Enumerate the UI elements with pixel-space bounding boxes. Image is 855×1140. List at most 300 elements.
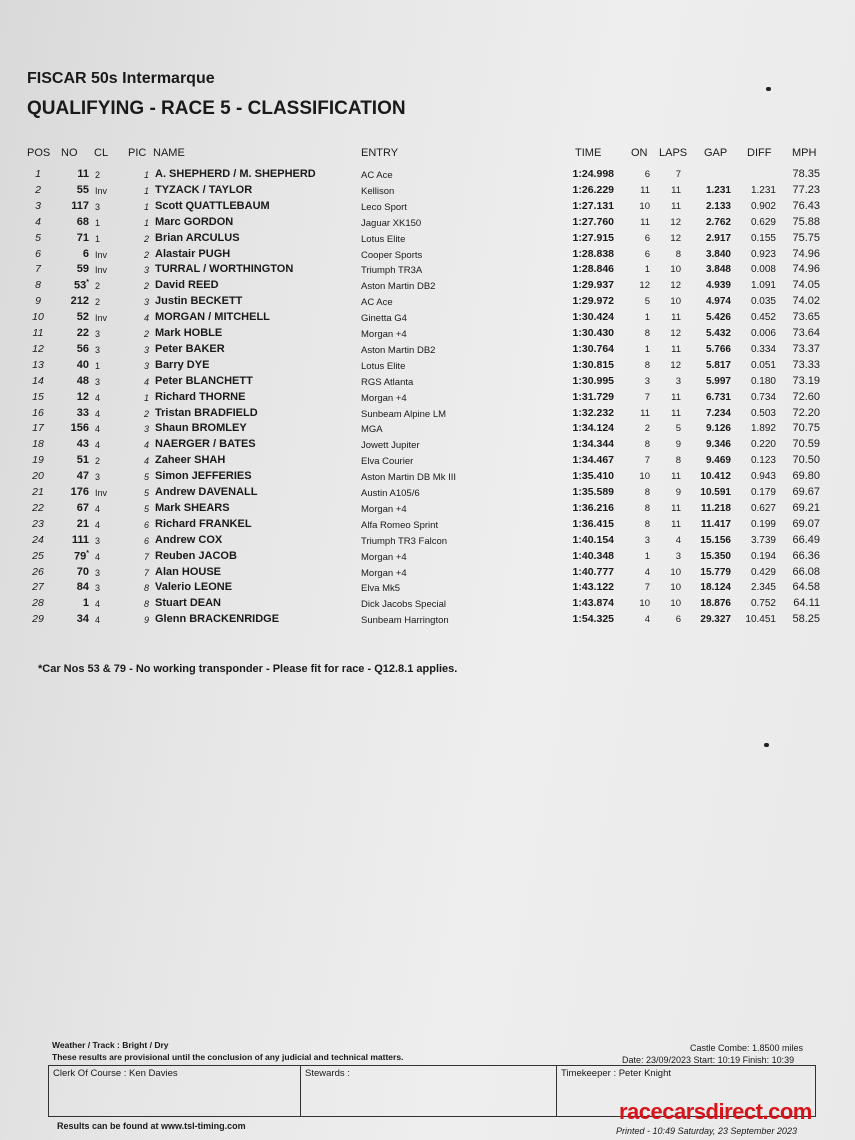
cell-pos: 23 [32, 517, 44, 530]
cell-diff: 2.345 [750, 582, 776, 594]
cell-pic: 7 [143, 551, 149, 562]
cell-gap: 18.124 [700, 582, 731, 594]
cell-pic: 3 [143, 265, 149, 276]
cell-pos: 21 [32, 486, 44, 498]
car-number: 34 [76, 613, 89, 626]
cell-mph: 73.37 [792, 342, 820, 355]
cell-no [55, 534, 89, 546]
car-number: 22 [76, 327, 89, 339]
cell-entry: Alfa Romeo Sprint [361, 519, 439, 531]
cell-on: 8 [644, 359, 650, 371]
table-row [0, 279, 855, 295]
cell-laps: 12 [670, 280, 681, 292]
table-row [0, 566, 855, 582]
cell-pic: 4 [143, 440, 149, 451]
cell-time: 1:29.972 [572, 295, 614, 308]
cell-mph: 66.36 [792, 549, 820, 562]
results-url: Results can be found at www.tsl-timing.com [57, 1121, 246, 1131]
cell-pos: 17 [32, 422, 44, 435]
cell-no [55, 502, 89, 514]
cell-name: MORGAN / MITCHELL [155, 311, 270, 324]
cell-no [55, 422, 89, 434]
cell-entry: Triumph TR3 Falcon [361, 535, 448, 547]
cell-pos: 15 [32, 390, 44, 403]
cell-no [55, 200, 89, 212]
cell-no [55, 327, 89, 339]
cell-on: 1 [644, 264, 650, 276]
watermark-part1: racecars [619, 1099, 706, 1124]
cell-diff: 0.734 [750, 391, 776, 403]
cell-no [55, 216, 89, 228]
car-number: 67 [76, 501, 89, 514]
cell-no [55, 311, 89, 323]
cell-entry: Triumph TR3A [361, 265, 423, 277]
car-number: 11 [77, 168, 89, 180]
cell-gap: 15.779 [700, 566, 731, 578]
cell-entry: Morgan +4 [361, 329, 407, 340]
cell-entry: Lotus Elite [361, 360, 406, 372]
header-diff: DIFF [747, 147, 772, 159]
table-row [0, 581, 855, 597]
table-row [0, 391, 855, 407]
cell-entry: Aston Martin DB Mk III [361, 472, 457, 484]
header-time: TIME [575, 147, 602, 159]
cell-diff: 0.179 [750, 487, 776, 498]
cell-no [55, 518, 89, 530]
cell-gap: 3.848 [705, 264, 731, 276]
timekeeper: Timekeeper : Peter Knight [561, 1068, 672, 1079]
cell-gap: 10.591 [700, 487, 731, 498]
header-mph: MPH [792, 147, 817, 159]
cell-cl: 4 [95, 424, 101, 435]
cell-time: 1:29.937 [572, 279, 614, 292]
cell-laps: 12 [670, 359, 681, 371]
cell-name: TYZACK / TAYLOR [155, 183, 253, 196]
cell-time: 1:36.415 [572, 517, 614, 530]
cell-no [55, 581, 89, 593]
car-number: 56 [76, 342, 89, 355]
cell-pic: 8 [143, 583, 149, 594]
cell-gap: 9.126 [705, 423, 731, 435]
cell-mph: 64.58 [792, 581, 820, 594]
cell-cl: 2 [95, 456, 101, 467]
cell-no [55, 295, 89, 307]
table-row [0, 216, 855, 232]
cell-pos: 22 [32, 501, 44, 514]
cell-on: 6 [644, 248, 650, 260]
cell-time: 1:40.154 [572, 533, 614, 546]
cell-no [55, 375, 89, 387]
cell-name: Scott QUATTLEBAUM [155, 199, 270, 212]
car-number: 43 [76, 438, 89, 451]
cell-name: Reuben JACOB [155, 549, 237, 562]
cell-pic: 2 [143, 249, 149, 260]
paper-speck [764, 743, 769, 747]
racecarsdirect-watermark [619, 1099, 812, 1125]
car-number: 212 [70, 295, 89, 308]
cell-gap: 4.974 [705, 296, 731, 308]
printed-timestamp: Printed - 10:49 Saturday, 23 September 2023 [616, 1126, 797, 1136]
cell-mph: 73.64 [792, 327, 820, 339]
cell-pos: 20 [32, 470, 44, 483]
cell-pos: 28 [32, 597, 44, 610]
cell-cl: 3 [95, 567, 101, 578]
cell-diff: 1.091 [750, 280, 776, 292]
cell-laps: 12 [670, 328, 681, 339]
cell-gap: 11.417 [700, 518, 731, 530]
cell-on: 1 [644, 312, 650, 324]
cell-pic: 3 [143, 360, 149, 371]
cell-laps: 11 [671, 343, 681, 355]
car-number: 6 [82, 247, 89, 260]
cell-time: 1:26.229 [572, 183, 614, 196]
cell-no [55, 550, 89, 563]
cell-name: Marc GORDON [155, 215, 234, 228]
cell-cl: 1 [95, 217, 101, 228]
header-pic: PIC [128, 147, 147, 159]
cell-time: 1:43.122 [572, 581, 614, 594]
cell-time: 1:34.124 [572, 422, 614, 435]
cell-pic: 8 [143, 599, 149, 610]
cell-mph: 69.67 [792, 486, 820, 498]
cell-mph: 77.23 [792, 183, 820, 196]
cell-pos: 25 [32, 549, 44, 562]
cell-pic: 1 [143, 170, 149, 180]
cell-pos: 4 [35, 215, 41, 228]
cell-mph: 75.75 [792, 231, 820, 244]
cell-on: 8 [644, 518, 650, 530]
cell-pic: 5 [143, 472, 149, 483]
cell-time: 1:24.998 [572, 168, 614, 180]
cell-mph: 58.25 [792, 613, 820, 626]
cell-diff: 0.051 [750, 359, 776, 371]
cell-name: Richard FRANKEL [155, 517, 252, 530]
cell-pic: 3 [143, 424, 149, 435]
cell-entry: AC Ace [361, 170, 393, 181]
cell-pos: 7 [35, 263, 41, 276]
car-number: 71 [76, 231, 89, 244]
cell-diff: 0.008 [750, 264, 776, 276]
cell-no [55, 407, 89, 419]
car-number: 55 [76, 183, 89, 196]
car-number: 176 [70, 486, 89, 498]
cell-pic: 6 [143, 519, 149, 530]
cell-laps: 12 [670, 232, 681, 244]
circuit-info: Castle Combe: 1.8500 miles [690, 1043, 804, 1053]
cell-no [55, 470, 89, 482]
cell-gap: 5.997 [705, 375, 731, 387]
cell-gap: 6.731 [705, 391, 731, 403]
cell-mph: 73.19 [792, 374, 820, 387]
cell-pic: 9 [143, 615, 149, 626]
cell-entry: Sunbeam Harrington [361, 615, 449, 627]
cell-time: 1:31.729 [572, 390, 614, 403]
cell-on: 10 [639, 200, 650, 212]
car-number: 156 [70, 422, 89, 435]
table-row [0, 343, 855, 359]
cell-diff: 0.429 [750, 566, 776, 578]
cell-laps: 9 [675, 487, 681, 498]
header-entry: ENTRY [361, 147, 399, 159]
cell-pic: 5 [143, 503, 149, 514]
cell-mph: 78.35 [792, 168, 820, 180]
cell-pos: 16 [32, 406, 44, 419]
cell-name: Stuart DEAN [155, 597, 222, 610]
car-number: 52 [76, 311, 89, 324]
header-name: NAME [153, 147, 185, 159]
cell-diff: 0.035 [750, 296, 776, 308]
cell-name: Mark SHEARS [155, 501, 230, 514]
cell-laps: 10 [670, 566, 681, 578]
cell-cl: 4 [95, 599, 101, 610]
cell-laps: 11 [671, 184, 681, 196]
cell-on: 2 [644, 423, 650, 435]
cell-laps: 11 [671, 391, 681, 403]
table-row [0, 502, 855, 518]
table-row [0, 263, 855, 279]
cell-laps: 9 [675, 439, 681, 451]
car-number: 84 [76, 581, 89, 594]
cell-laps: 5 [675, 423, 681, 435]
cell-no [55, 486, 89, 498]
cell-diff: 0.943 [750, 471, 776, 483]
cell-entry: Jowett Jupiter [361, 440, 420, 452]
cell-gap: 3.840 [705, 248, 731, 260]
cell-mph: 69.21 [792, 501, 820, 514]
cell-cl: Inv [95, 265, 108, 276]
cell-laps: 8 [675, 248, 681, 260]
cell-pic: 5 [143, 488, 149, 498]
cell-mph: 74.96 [792, 247, 820, 260]
cell-laps: 12 [670, 216, 681, 228]
cell-time: 1:34.344 [572, 438, 614, 451]
table-row [0, 486, 855, 502]
cell-gap: 9.346 [705, 439, 731, 451]
car-number: 51 [76, 454, 89, 467]
cell-entry: Morgan +4 [361, 567, 407, 579]
cell-gap: 5.817 [705, 359, 731, 371]
car-number: 117 [71, 199, 89, 212]
cell-pos: 6 [35, 247, 41, 260]
cell-cl: 4 [95, 440, 101, 451]
car-number: 40 [76, 358, 89, 371]
cell-diff: 0.194 [750, 550, 776, 562]
cell-on: 8 [644, 439, 650, 451]
cell-pos: 12 [32, 342, 44, 355]
table-row [0, 327, 855, 343]
watermark-part2: direct [705, 1099, 763, 1124]
cell-on: 11 [640, 407, 650, 419]
cell-mph: 70.50 [792, 454, 820, 467]
cell-no [55, 566, 89, 578]
cell-no [55, 613, 89, 625]
cell-pic: 4 [143, 456, 149, 467]
cell-on: 7 [644, 582, 650, 594]
cell-laps: 6 [675, 614, 681, 626]
cell-on: 8 [644, 328, 650, 339]
watermark-part3: .com [762, 1099, 812, 1124]
cell-name: Justin BECKETT [155, 295, 243, 308]
cell-entry: Sunbeam Alpine LM [361, 408, 447, 420]
cell-gap: 1.231 [705, 184, 731, 196]
table-row [0, 248, 855, 264]
cell-on: 7 [644, 455, 650, 467]
cell-on: 8 [644, 502, 650, 514]
cell-pic: 2 [143, 233, 149, 244]
header-laps: LAPS [659, 147, 688, 159]
cell-time: 1:54.325 [572, 613, 614, 626]
cell-mph: 70.75 [792, 422, 820, 435]
table-row [0, 470, 855, 486]
cell-cl: 3 [95, 376, 101, 387]
cell-diff: 0.452 [750, 312, 776, 324]
cell-time: 1:28.838 [572, 247, 614, 260]
table-row [0, 359, 855, 375]
cell-entry: RGS Atlanta [361, 376, 414, 388]
cell-cl: 3 [95, 583, 101, 594]
cell-entry: Austin A105/6 [361, 488, 420, 499]
cell-on: 3 [644, 534, 650, 546]
table-row [0, 438, 855, 454]
cell-diff: 0.334 [750, 343, 776, 355]
cell-mph: 76.43 [792, 199, 820, 212]
cell-entry: AC Ace [361, 297, 393, 309]
cell-no [55, 168, 89, 180]
table-row [0, 534, 855, 550]
cell-pos: 10 [32, 311, 44, 324]
cell-time: 1:35.410 [572, 470, 614, 483]
cell-no [55, 248, 89, 260]
cell-gap: 10.412 [700, 471, 731, 483]
cell-mph: 66.49 [792, 533, 820, 546]
weather-line: Weather / Track : Bright / Dry [52, 1040, 169, 1050]
table-row [0, 375, 855, 391]
cell-laps: 10 [670, 582, 681, 594]
cell-pos: 13 [32, 358, 44, 371]
cell-laps: 4 [675, 534, 681, 546]
cell-pic: 3 [143, 344, 149, 355]
cell-pic: 1 [143, 392, 149, 403]
cell-on: 6 [644, 232, 650, 244]
table-row [0, 295, 855, 311]
cell-on: 10 [639, 598, 650, 610]
cell-name: Andrew DAVENALL [155, 486, 258, 498]
cell-pos: 26 [32, 565, 44, 578]
cell-time: 1:36.216 [572, 501, 614, 514]
cell-diff: 0.503 [750, 407, 776, 419]
cell-time: 1:27.915 [572, 231, 614, 244]
cell-name: Glenn BRACKENRIDGE [155, 613, 280, 626]
cell-pos: 5 [35, 231, 41, 244]
cell-no [55, 184, 89, 196]
cell-name: Valerio LEONE [155, 581, 233, 594]
cell-on: 7 [644, 391, 650, 403]
cell-name: Mark HOBLE [155, 327, 223, 339]
cell-entry: Elva Mk5 [361, 583, 401, 595]
cell-cl: 3 [95, 329, 101, 339]
car-number: 79 [74, 550, 87, 563]
cell-diff: 1.231 [750, 184, 776, 196]
provisional-notice: These results are provisional until the conclusion of any judicial and technical matters. [52, 1052, 404, 1062]
cell-diff: 1.892 [750, 423, 776, 435]
cell-gap: 9.469 [705, 455, 731, 467]
cell-cl: 4 [95, 551, 101, 562]
cell-diff: 0.199 [750, 518, 776, 530]
cell-no [55, 343, 89, 355]
cell-time: 1:30.430 [572, 327, 614, 339]
cell-entry: Morgan +4 [361, 503, 407, 515]
car-number: 47 [76, 470, 89, 483]
cell-name: Barry DYE [155, 358, 210, 371]
cell-laps: 3 [675, 375, 681, 387]
cell-diff: 0.629 [750, 216, 776, 228]
cell-diff: 0.123 [750, 455, 776, 467]
cell-no [55, 263, 89, 275]
car-number: 48 [76, 374, 89, 387]
cell-entry: Aston Martin DB2 [361, 344, 436, 356]
cell-cl: 3 [95, 201, 101, 212]
cell-name: Tristan BRADFIELD [155, 406, 258, 419]
table-row [0, 311, 855, 327]
cell-name: Shaun BROMLEY [155, 422, 247, 435]
cell-pos: 11 [32, 327, 44, 339]
cell-cl: 2 [95, 281, 101, 292]
cell-pos: 1 [35, 168, 41, 180]
cell-laps: 3 [675, 550, 681, 562]
cell-gap: 15.156 [700, 534, 731, 546]
cell-entry: Cooper Sports [361, 249, 423, 261]
cell-name: Alan HOUSE [155, 565, 222, 578]
cell-entry: Elva Courier [361, 456, 414, 468]
cell-mph: 69.80 [792, 470, 820, 483]
cell-pic: 1 [143, 185, 149, 196]
cell-time: 1:40.777 [572, 565, 614, 578]
cell-pic: 1 [143, 217, 149, 228]
paper-speck [766, 87, 771, 91]
stewards: Stewards : [301, 1066, 557, 1116]
cell-diff: 0.180 [750, 375, 776, 387]
cell-pic: 2 [143, 281, 149, 292]
cell-pos: 27 [32, 581, 44, 594]
cell-mph: 69.07 [792, 517, 820, 530]
cell-pos: 3 [35, 199, 41, 212]
cell-gap: 11.218 [700, 502, 731, 514]
cell-name: Peter BAKER [155, 342, 225, 355]
cell-cl: 1 [95, 233, 101, 244]
cell-on: 12 [639, 280, 650, 292]
cell-on: 5 [644, 296, 650, 308]
car-number: 12 [76, 390, 89, 403]
cell-cl: Inv [95, 313, 108, 324]
cell-pic: 1 [143, 201, 149, 212]
cell-diff: 10.451 [745, 614, 776, 626]
cell-name: A. SHEPHERD / M. SHEPHERD [155, 168, 316, 180]
cell-time: 1:30.764 [572, 342, 614, 355]
cell-diff: 0.923 [750, 248, 776, 260]
cell-gap: 18.876 [700, 598, 731, 610]
cell-pos: 9 [35, 295, 41, 308]
cell-no [55, 359, 89, 371]
cell-on: 11 [640, 184, 650, 196]
cell-diff: 0.627 [750, 502, 776, 514]
table-row [0, 168, 855, 184]
cell-entry: Ginetta G4 [361, 313, 407, 325]
cell-gap: 15.350 [700, 550, 731, 562]
cell-pos: 24 [32, 533, 44, 546]
cell-entry: Morgan +4 [361, 551, 407, 563]
table-row [0, 518, 855, 534]
cell-mph: 70.59 [792, 438, 820, 451]
